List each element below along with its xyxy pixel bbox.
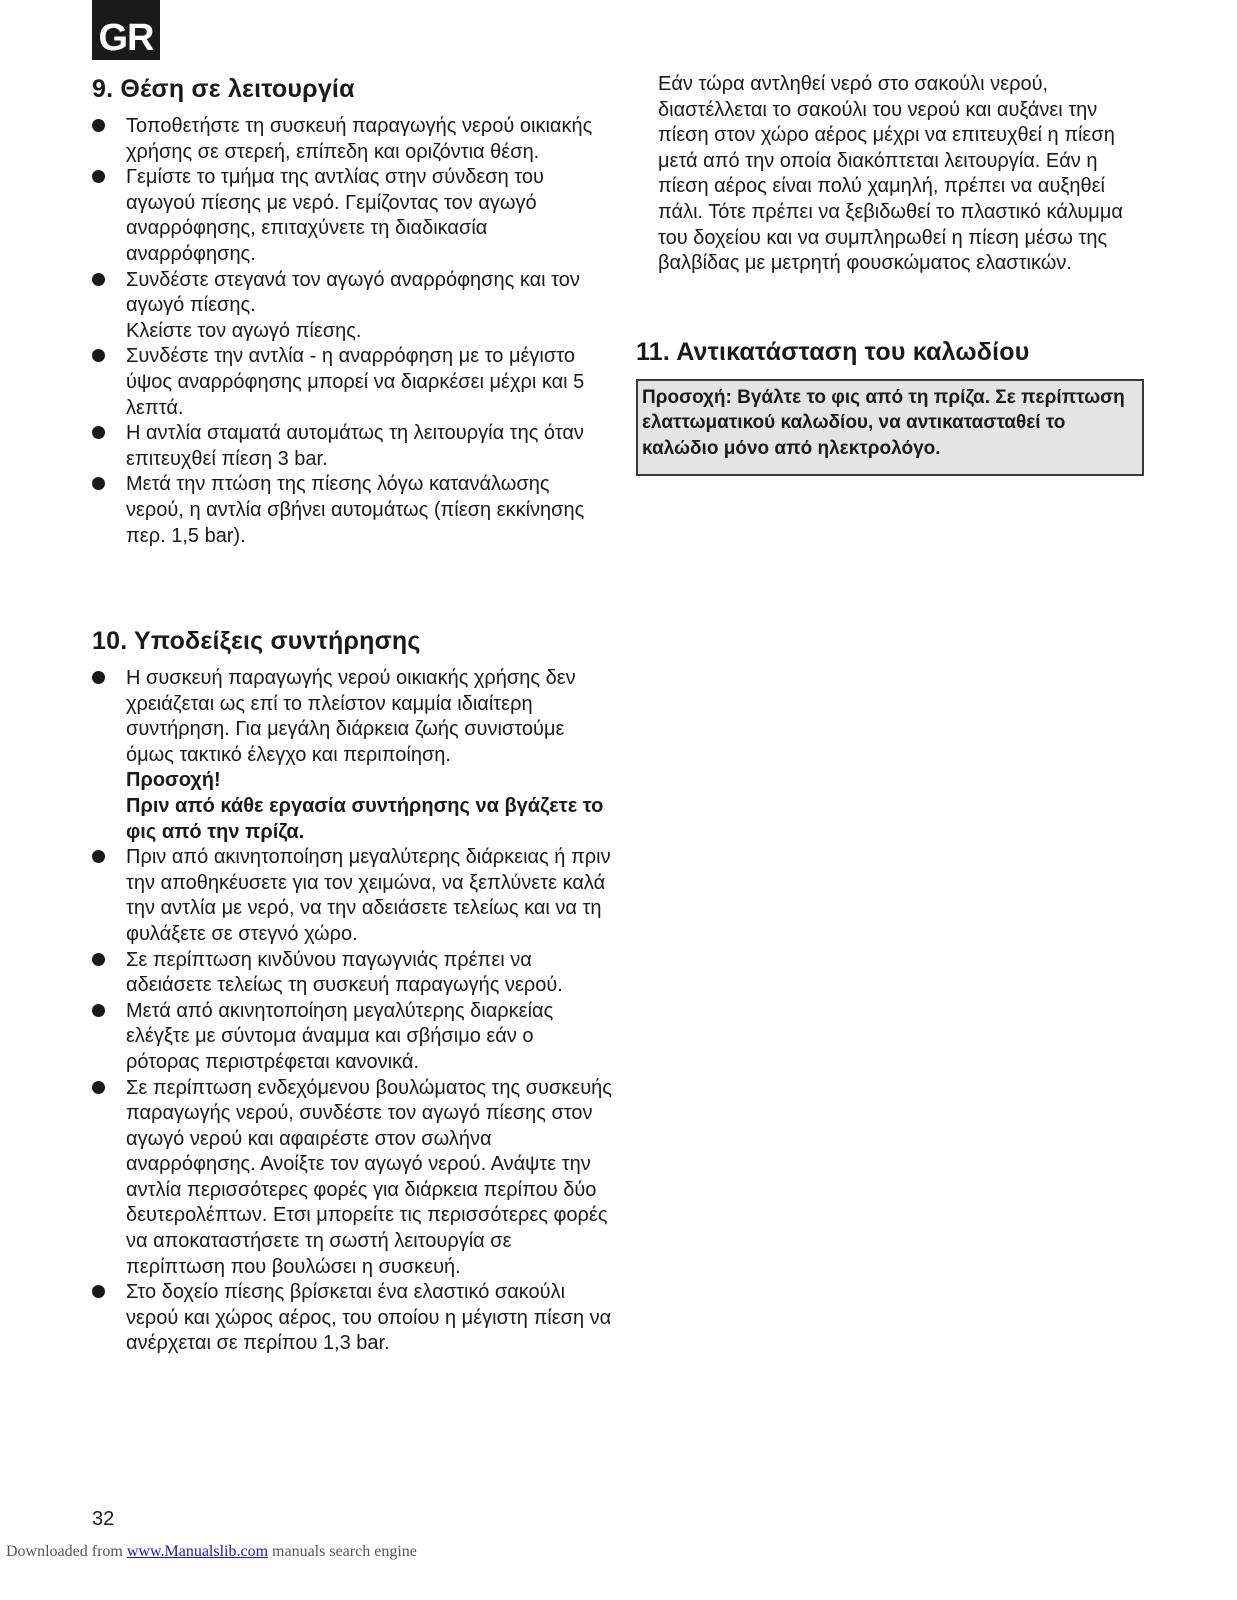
bullet-icon bbox=[92, 119, 105, 132]
cable-warning-text: Προσοχή: Βγάλτε το φις από τη πρίζα. Σε περίπτωση ελαττωματικού καλωδίου, να αντικατασταθεί το καλώδιο μόνο από ηλεκτρολόγο. bbox=[642, 386, 1125, 459]
bullet-icon bbox=[92, 1081, 105, 1094]
list-item-text: Σε περίπτωση κινδύνου παγωγνιάς πρέπει να αδειάσετε τελείως τη συσκευή παραγωγής νερού. bbox=[126, 948, 563, 997]
warning-text: Πριν από κάθε εργασία συντήρησης να βγάζετε το φις από την πρίζα. bbox=[126, 794, 604, 843]
bullet-icon bbox=[92, 671, 105, 684]
section-10-title: 10. Υποδείξεις συντήρησης bbox=[92, 627, 421, 655]
list-item bbox=[92, 666, 612, 845]
list-item-text: Σε περίπτωση ενδεχόμενου βουλώματος της συσκευής παραγωγής νερού, συνδέστε τον αγωγό πίεσης στον αγωγό νερού και αφαιρέστε στον σωλήνα αναρρόφησης. Ανοίξτε τον αγωγό νερού. Ανάψτε την αντλία περισσότερες φορές για διάρκεια περίπου δύο δευτερολέπτων. Ετσι μπορείτε τις περισσότερες φορές να αποκαταστήσετε τη σωστή λειτουργία σε περίπτωση που βουλώσει η συσκευή. bbox=[126, 1076, 612, 1278]
list-item-text: Τοποθετήστε τη συσκευή παραγωγής νερού οικιακής χρήσης σε στερεή, επίπεδη και οριζόντια θέση. bbox=[126, 115, 593, 163]
footer-suffix: manuals search engine bbox=[268, 1543, 417, 1560]
bullet-icon bbox=[92, 850, 105, 863]
list-item bbox=[92, 472, 602, 549]
list-item-text: Η αντλία σταματά αυτομάτως τη λειτουργία της όταν επιτευχθεί πίεση 3 bar. bbox=[126, 422, 584, 470]
footer-link[interactable]: www.Manualslib.com bbox=[126, 1543, 269, 1560]
list-item-text: Συνδέστε την αντλία - η αναρρόφηση με το μέγιστο ύψος αναρρόφησης μπορεί να διαρκέσει μέχρι και 5 λεπτά. bbox=[126, 345, 585, 419]
list-item bbox=[92, 845, 612, 947]
list-item-text: Κλείστε τον αγωγό πίεσης. bbox=[126, 319, 362, 342]
section-10-continuation: Εάν τώρα αντληθεί νερό στο σακούλι νερού, διαστέλλεται το σακούλι του νερού και αυξάνει την πίεση στον χώρο αέρος μέχρι να επιτευχθεί η πίεση μετά από την οποία διακόπτεται λειτουργία. Εάν η πίεση αέρος είναι πολύ χαμηλή, πρέπει να αυξηθεί πάλι. Τότε πρέπει να ξεβιδωθεί το πλαστικό κάλυμμα του δοχείου και να συμπληρωθεί η πίεση μέσω της βαλβίδας με μετρητή φουσκώματος ελαστικών. bbox=[658, 73, 1123, 275]
list-item bbox=[92, 999, 612, 1076]
cable-warning-box bbox=[636, 379, 1144, 476]
right-column bbox=[636, 72, 1156, 476]
footer-prefix: Downloaded from bbox=[6, 1543, 127, 1560]
list-item bbox=[92, 421, 602, 472]
section-11-title: 11. Αντικατάσταση του καλωδίου bbox=[636, 337, 1030, 366]
bullet-icon bbox=[92, 477, 105, 490]
footer bbox=[6, 1543, 417, 1561]
list-item bbox=[92, 948, 612, 999]
bullet-icon bbox=[92, 349, 105, 362]
section-10-list bbox=[92, 666, 612, 1357]
list-item-text: Γεμίστε το τμήμα της αντλίας στην σύνδεση του αγωγού πίεσης με νερό. Γεμίζοντας τον αγωγό αναρρόφησης, επιταχύνετε τη διαδικασία αναρρόφησης. bbox=[126, 166, 544, 265]
section-9 bbox=[92, 72, 602, 549]
list-item-text: Η συσκευή παραγωγής νερού οικιακής χρήσης δεν χρειάζεται ως επί το πλείστον καμμία ιδιαίτερη συντήρηση. Για μεγάλη διάρκεια ζωής συνιστούμε όμως τακτικό έλεγχο και περιποίηση. bbox=[126, 667, 576, 766]
list-item bbox=[92, 114, 602, 165]
bullet-icon bbox=[92, 1285, 105, 1298]
section-9-title: 9. Θέση σε λειτουργία bbox=[92, 75, 355, 103]
warning-title: Προσοχή! bbox=[126, 769, 221, 792]
page-number: 32 bbox=[92, 1508, 115, 1530]
list-item-text: Πριν από ακινητοποίηση μεγαλύτερης διάρκειας ή πριν την αποθηκέυσετε για τον χειμώνα, να ξεπλύνετε καλά την αντλία με νερό, να την αδειάσετε τελείως και να τη φυλάξετε σε στεγνό χώρο. bbox=[126, 846, 611, 945]
bullet-icon bbox=[92, 426, 105, 439]
list-item bbox=[92, 344, 602, 421]
list-item bbox=[92, 268, 602, 345]
section-9-list bbox=[92, 114, 602, 549]
bullet-icon bbox=[92, 170, 105, 183]
section-10 bbox=[92, 624, 612, 1357]
language-badge: GR bbox=[92, 0, 160, 60]
bullet-icon bbox=[92, 273, 105, 286]
bullet-icon bbox=[92, 953, 105, 966]
list-item-text: Στο δοχείο πίεσης βρίσκεται ένα ελαστικό σακούλι νερού και χώρος αέρος, του οποίου η μέγιστη πίεση να ανέρχεται σε περίπου 1,3 bar. bbox=[126, 1281, 612, 1355]
list-item bbox=[92, 1076, 612, 1281]
list-item bbox=[92, 1280, 612, 1357]
list-item-text: Μετά την πτώση της πίεσης λόγω κατανάλωσης νερού, η αντλία σβήνει αυτομάτως (πίεση εκκίνησης περ. 1,5 bar). bbox=[126, 473, 585, 547]
bullet-icon bbox=[92, 1004, 105, 1017]
list-item bbox=[92, 165, 602, 267]
list-item-text: Συνδέστε στεγανά τον αγωγό αναρρόφησης και τον αγωγό πίεσης. bbox=[126, 268, 580, 317]
list-item-text: Μετά από ακινητοποίηση μεγαλύτερης διαρκείας ελέγξτε με σύντομα άναμμα και σβήσιμο εάν ο ρότορας περιστρέφεται κανονικά. bbox=[126, 999, 554, 1073]
